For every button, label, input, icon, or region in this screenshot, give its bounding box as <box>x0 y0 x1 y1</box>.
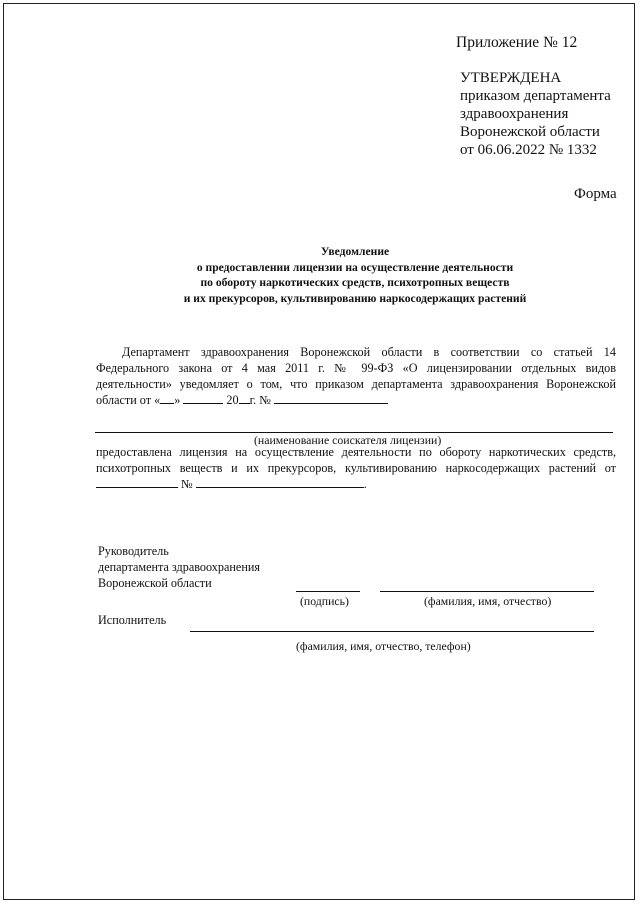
license-date-blank[interactable] <box>96 476 178 488</box>
approval-block <box>460 69 611 159</box>
order-date-quote: » <box>174 393 181 407</box>
signature-line[interactable] <box>296 591 360 592</box>
order-date-prefix: области от « <box>96 393 161 407</box>
month-blank[interactable] <box>183 392 223 404</box>
paragraph-line: Федерального закона от 4 мая 2011 г. № 99-ФЗ «О лицензировании отдельных видов <box>96 361 616 375</box>
approval-line: здравоохранения <box>460 106 569 122</box>
executor-caption: (фамилия, имя, отчество, телефон) <box>296 639 471 653</box>
approval-line: приказом департамента <box>460 88 611 104</box>
license-number-label: № <box>181 477 193 491</box>
signatory-name-caption: (фамилия, имя, отчество) <box>424 594 552 608</box>
signatory-name-line[interactable] <box>380 591 594 592</box>
year-prefix: 20 <box>226 393 239 407</box>
form-label: Форма <box>574 186 617 202</box>
title-line: и их прекурсоров, культивированию наркосодержащих растений <box>183 291 527 305</box>
applicant-caption: (наименование соискателя лицензии) <box>254 433 442 447</box>
license-paragraph <box>96 444 616 492</box>
executor-line[interactable] <box>190 631 594 632</box>
license-date-line <box>96 476 616 492</box>
approval-line: Воронежской области <box>460 124 600 140</box>
signatory-title: Воронежской области <box>98 576 212 590</box>
executor-label: Исполнитель <box>98 613 167 627</box>
year-blank[interactable] <box>239 392 250 404</box>
head-signature-block <box>98 543 260 591</box>
day-blank[interactable] <box>160 392 174 404</box>
title-line: Уведомление <box>320 245 390 258</box>
approval-line: от 06.06.2022 № 1332 <box>460 142 597 158</box>
appendix-number: Приложение № 12 <box>456 34 578 51</box>
order-date-line <box>96 392 616 408</box>
title-line: по обороту наркотических средств, психотропных веществ <box>200 276 510 290</box>
paragraph-line: предоставлена лицензия на осуществление деятельности по обороту наркотических средств, <box>96 445 616 459</box>
notice-paragraph <box>96 344 616 408</box>
sentence-end: . <box>363 477 367 491</box>
license-number-blank[interactable] <box>196 476 364 488</box>
approval-line: УТВЕРЖДЕНА <box>460 70 562 86</box>
paragraph-line: деятельности» уведомляет о том, что приказом департамента здравоохранения Воронежской <box>96 377 616 391</box>
order-number-blank[interactable] <box>274 392 388 404</box>
signatory-title: Руководитель <box>98 544 169 558</box>
paragraph-line: психотропных веществ и их прекурсоров, культивированию наркосодержащих растений от <box>96 461 616 475</box>
document-title <box>90 244 620 306</box>
signature-caption: (подпись) <box>300 594 349 608</box>
paragraph-line: Департамент здравоохранения Воронежской области в соответствии со статьей 14 <box>122 345 616 359</box>
order-number-label: г. № <box>249 393 271 407</box>
signatory-title: департамента здравоохранения <box>98 560 260 574</box>
title-line: о предоставлении лицензии на осуществление деятельности <box>196 260 514 274</box>
